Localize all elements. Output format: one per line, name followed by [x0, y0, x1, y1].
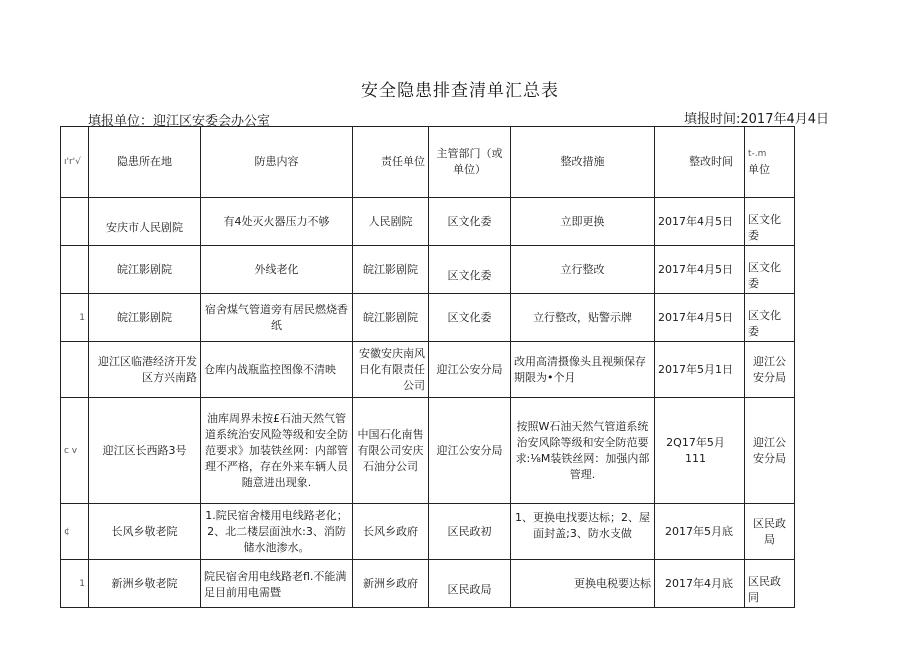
- row-location: 安庆市人民剧院: [89, 198, 201, 246]
- row-dept: 区文化委: [429, 198, 511, 246]
- row-no: 1: [61, 294, 89, 342]
- hazard-table: [60, 126, 795, 608]
- row-content: 外线老化: [201, 246, 353, 294]
- row-time: 2017年4月5日: [655, 198, 737, 246]
- row-content: 有4处灭火器压力不够: [201, 198, 353, 246]
- row-location: 长风乡敬老院: [89, 504, 201, 560]
- table-row: [61, 398, 795, 504]
- row-measures: 更换电税要达标: [511, 560, 655, 608]
- row-responsible: 皖江影剧院: [353, 294, 429, 342]
- row-measures: 改用高清摄像头且视频保存期限为•个月: [511, 342, 655, 398]
- table-row: [61, 560, 795, 608]
- row-measures: 1、更换电找要达标；2、屋面封盖;3、防水支做: [511, 504, 655, 560]
- row-content: 油库周界未按£石油天然气管道系统治安风险等级和安全防范要求》加装铁丝网：内部管理不严格，存在外来车辆人员随意进出现象.: [201, 398, 353, 504]
- row-dept: 区文化委: [429, 246, 511, 294]
- table-header-row: [61, 127, 795, 198]
- table-row: [61, 246, 795, 294]
- row-time: 2017年5月底: [655, 504, 737, 560]
- row-no: c v: [61, 398, 89, 504]
- row-no: [61, 246, 89, 294]
- table-row: [61, 504, 795, 560]
- table-row: [61, 342, 795, 398]
- row-responsible: 人民剧院: [353, 198, 429, 246]
- row-time: 2017年4月5日: [655, 294, 737, 342]
- row-measures: 按照W石油天然气管道系统治安风除等级和安全防范要求:⅛M装铁丝网：加强内部管理.: [511, 398, 655, 504]
- row-content: 1.院民宿舍楼用电线路老化；2、北二楼层面浊水:3、消防储水池渗水。: [201, 504, 353, 560]
- header-measures: 整改措施: [511, 127, 655, 198]
- row-dept: 迎江公安分局: [429, 342, 511, 398]
- row-time: 2Q17年5月111: [655, 398, 737, 504]
- row-location: 皖江影剧院: [89, 294, 201, 342]
- row-responsible: 中国石化南售有限公司安庆石油分公司: [353, 398, 429, 504]
- header-unit: 单位: [748, 163, 770, 176]
- row-measures: 立行整改，贴警示牌: [511, 294, 655, 342]
- row-no: [61, 198, 89, 246]
- row-no: [61, 342, 89, 398]
- table-row: [61, 294, 795, 342]
- row-content: 院民宿舍用电线路老fl.不能满足目前用电需暨: [201, 560, 353, 608]
- header-responsible: 责任单位: [353, 127, 429, 198]
- row-responsible: 皖江影剧院: [353, 246, 429, 294]
- page-title: 安全隐患排查清单汇总表: [361, 81, 559, 101]
- header-unit-cell: [745, 127, 795, 198]
- row-dept: 区民政局: [429, 560, 511, 608]
- row-time: 2017年4月5日: [655, 246, 737, 294]
- row-unit: 区民政同: [745, 560, 795, 608]
- row-location: 皖江影剧院: [89, 246, 201, 294]
- table-row: [61, 198, 795, 246]
- row-responsible: 长风乡政府: [353, 504, 429, 560]
- row-no: ¢: [61, 504, 89, 560]
- header-content: 防患内容: [201, 127, 353, 198]
- row-responsible: 新洲乡政府: [353, 560, 429, 608]
- row-unit: 迎江公安分局: [745, 398, 795, 504]
- row-unit: 区文化委: [745, 294, 795, 342]
- row-content: 仓库内战瓶监控图像不清映: [201, 342, 353, 398]
- row-measures: 立行整改: [511, 246, 655, 294]
- header-time: 整改时间: [655, 127, 737, 198]
- header-location: 隐患所在地: [89, 127, 201, 198]
- row-no: 1: [61, 560, 89, 608]
- header-unit-mark: t-.m: [748, 149, 767, 159]
- row-time: 2017年4月底: [655, 560, 737, 608]
- row-measures: 立即更换: [511, 198, 655, 246]
- row-dept: 迎江公安分局: [429, 398, 511, 504]
- row-dept: 区文化委: [429, 294, 511, 342]
- fill-unit: 填报单位：迎江区安委会办公室: [88, 114, 271, 129]
- row-location: 迎江区长西路3号: [89, 398, 201, 504]
- header-dept: 主管部门（或单位）: [429, 127, 511, 198]
- row-unit: 区文化委: [745, 198, 795, 246]
- header-no: ı'r'√: [61, 127, 89, 198]
- row-unit: 迎江公安分局: [745, 342, 795, 398]
- row-location: 迎江区临港经济开发区方兴南路: [89, 342, 201, 398]
- row-responsible: 安徽安庆南风日化有限责任公司: [353, 342, 429, 398]
- fill-date: 填报时间:2017年4月4日: [684, 112, 830, 127]
- row-unit: 区文化委: [745, 246, 795, 294]
- row-unit: 区民政局: [745, 504, 795, 560]
- row-content: 宿舍煤气管道旁有居民燃烧香纸: [201, 294, 353, 342]
- row-time: 2017年5月1日: [655, 342, 737, 398]
- row-dept: 区民政初: [429, 504, 511, 560]
- row-location: 新洲乡敬老院: [89, 560, 201, 608]
